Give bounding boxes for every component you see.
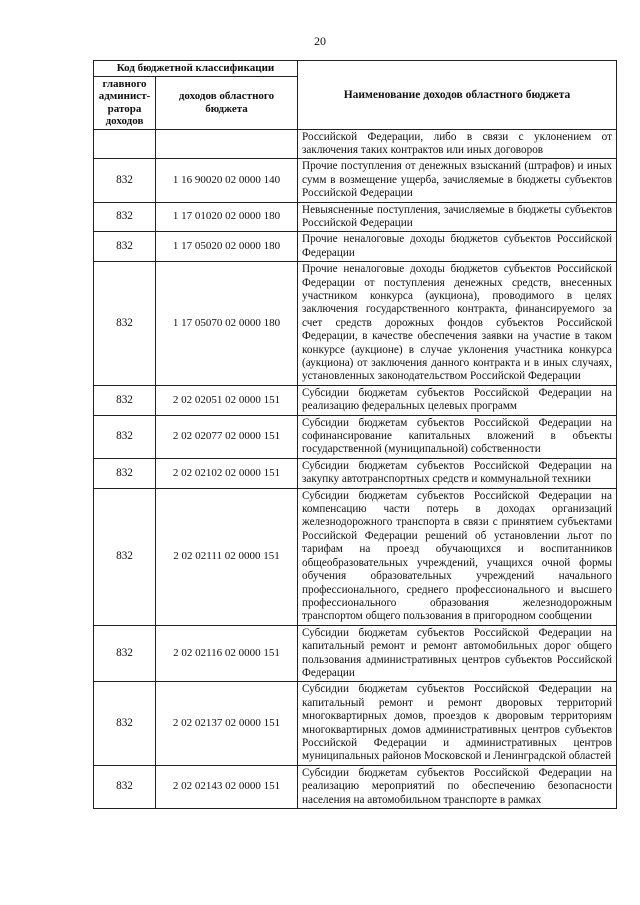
admin-code-cell: 832 xyxy=(94,202,156,232)
revenue-name-cell: Субсидии бюджетам субъектов Российской Федерации на софинансирование капитальных вложений в объекты государственной (муниципальной) собственности xyxy=(298,415,617,458)
admin-code-cell: 832 xyxy=(94,159,156,202)
table-row xyxy=(94,765,617,808)
revenue-code-cell: 1 17 05020 02 0000 180 xyxy=(156,232,298,262)
table-row xyxy=(94,202,617,232)
header-main-administrator: главного админист-ратора доходов xyxy=(94,76,156,129)
header-row-group xyxy=(94,61,617,77)
header-revenue-name: Наименование доходов областного бюджета xyxy=(298,61,617,130)
admin-code-cell: 832 xyxy=(94,682,156,765)
revenue-name-cell: Прочие неналоговые доходы бюджетов субъектов Российской Федерации от поступления денежных средств, внесенных участником конкурса (аукциона), проводимого в целях заключения государственного контракта, финансируемого за счет средств дорожных фондов субъектов Российской Федерации, в качестве обеспечения заявки на участие в таком конкурсе (аукционе) в случае уклонения участника конкурса (аукциона) от заключения данного контракта и в иных случаях, установленных законодательством Российской Федерации xyxy=(298,262,617,386)
page-number: 20 xyxy=(314,34,326,48)
admin-code-cell: 832 xyxy=(94,415,156,458)
admin-code-cell: 832 xyxy=(94,262,156,386)
admin-code-cell: 832 xyxy=(94,458,156,488)
revenue-code-cell: 1 16 90020 02 0000 140 xyxy=(156,159,298,202)
header-budget-classification-code: Код бюджетной классификации xyxy=(94,61,298,77)
table-row xyxy=(94,415,617,458)
admin-code-cell: 832 xyxy=(94,765,156,808)
admin-code-cell xyxy=(94,129,156,159)
table-row xyxy=(94,385,617,415)
revenue-code-cell: 2 02 02051 02 0000 151 xyxy=(156,385,298,415)
revenue-code-cell: 2 02 02111 02 0000 151 xyxy=(156,488,298,625)
table-row xyxy=(94,625,617,682)
revenue-name-cell: Субсидии бюджетам субъектов Российской Федерации на капитальный ремонт и ремонт дворовых территорий многоквартирных домов, проездов к дворовым территориям многоквартирных домов административных центров субъектов Российской Федерации и административных центров муниципальных районов Московской и Ленинградской областей xyxy=(298,682,617,765)
revenue-code-cell: 2 02 02143 02 0000 151 xyxy=(156,765,298,808)
table-row xyxy=(94,232,617,262)
revenue-code-cell: 2 02 02102 02 0000 151 xyxy=(156,458,298,488)
revenue-name-cell: Субсидии бюджетам субъектов Российской Федерации на капитальный ремонт и ремонт автомобильных дорог общего пользования административных центров субъектов Российской Федерации xyxy=(298,625,617,682)
admin-code-cell: 832 xyxy=(94,232,156,262)
revenue-name-cell: Невыясненные поступления, зачисляемые в бюджеты субъектов Российской Федерации xyxy=(298,202,617,232)
revenue-code-cell xyxy=(156,129,298,159)
header-regional-budget-revenue: доходов областного бюджета xyxy=(156,76,298,129)
table-body xyxy=(94,129,617,809)
table-row xyxy=(94,159,617,202)
table-row xyxy=(94,129,617,159)
revenue-code-cell: 1 17 01020 02 0000 180 xyxy=(156,202,298,232)
revenue-name-cell: Субсидии бюджетам субъектов Российской Федерации на реализацию мероприятий по обеспечению безопасности населения на автомобильном транспорте в рамках xyxy=(298,765,617,808)
admin-code-cell: 832 xyxy=(94,488,156,625)
revenue-name-cell: Субсидии бюджетам субъектов Российской Федерации на компенсацию части потерь в доходах организаций железнодорожного транспорта в связи с принятием субъектами Российской Федерации решений об установлении льгот по тарифам на проезд обучающихся и воспитанников общеобразовательных учреждений, учащихся очной формы обучения образовательных учреждений начального профессионального, среднего профессионального и высшего профессионального образования железнодорожным транспортом общего пользования в пригородном сообщении xyxy=(298,488,617,625)
admin-code-cell: 832 xyxy=(94,385,156,415)
budget-classification-table xyxy=(93,60,617,809)
admin-code-cell: 832 xyxy=(94,625,156,682)
table-row xyxy=(94,458,617,488)
revenue-code-cell: 2 02 02077 02 0000 151 xyxy=(156,415,298,458)
revenue-code-cell: 2 02 02137 02 0000 151 xyxy=(156,682,298,765)
revenue-code-cell: 1 17 05070 02 0000 180 xyxy=(156,262,298,386)
revenue-name-cell: Субсидии бюджетам субъектов Российской Федерации на закупку автотранспортных средств и коммунальной техники xyxy=(298,458,617,488)
revenue-code-cell: 2 02 02116 02 0000 151 xyxy=(156,625,298,682)
table-row xyxy=(94,488,617,625)
table-row xyxy=(94,682,617,765)
revenue-name-cell: Прочие поступления от денежных взысканий (штрафов) и иных сумм в возмещение ущерба, зачисляемые в бюджеты субъектов Российской Федерации xyxy=(298,159,617,202)
table-row xyxy=(94,262,617,386)
revenue-name-cell: Российской Федерации, либо в связи с уклонением от заключения таких контрактов или иных договоров xyxy=(298,129,617,159)
revenue-name-cell: Прочие неналоговые доходы бюджетов субъектов Российской Федерации xyxy=(298,232,617,262)
revenue-name-cell: Субсидии бюджетам субъектов Российской Федерации на реализацию федеральных целевых программ xyxy=(298,385,617,415)
